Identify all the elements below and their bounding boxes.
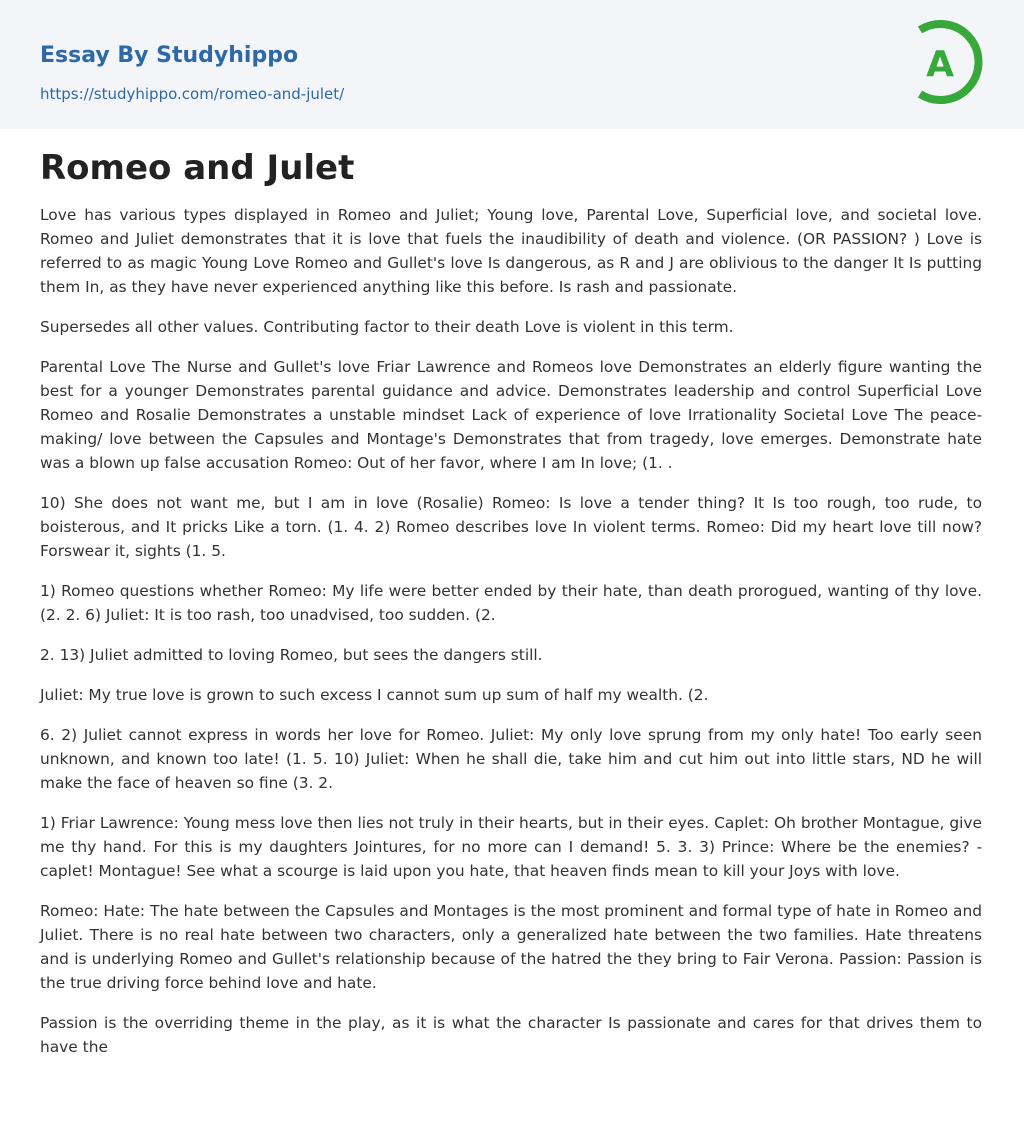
- paragraph: 10) She does not want me, but I am in love (Rosalie) Romeo: Is love a tender thing? It Is too rough, too rude, to boisterous, and It pricks Like a torn. (1. 4. 2) Romeo describes love In violent terms. Romeo: Did my heart love till now? Forswear it, sights (1. 5.: [40, 494, 982, 560]
- article-url-link[interactable]: https://studyhippo.com/romeo-and-julet/: [40, 85, 345, 103]
- paragraph: Parental Love The Nurse and Gullet's love Friar Lawrence and Romeos love Demonstrates an elderly figure wanting the best for a younger Demonstrates parental guidance and advice. Demonstrates leadership and control Superficial Love Romeo and Rosalie Demonstrates a unstable mindset Lack of experience of love Irrationality Societal Love The peace-making/ love between the Capsules and Montage's Demonstrates that from tragedy, love emerges. Demonstrate hate was a blown up false accusation Romeo: Out of her favor, where I am In love; (1. .: [40, 358, 982, 472]
- paragraph: Juliet: My true love is grown to such excess I cannot sum up sum of half my wealth. (2.: [40, 686, 709, 704]
- paragraph: 1) Friar Lawrence: Young mess love then lies not truly in their hearts, but in their eyes. Caplet: Oh brother Montague, give me thy hand. For this is my daughters Jointures, for no more can I demand! 5. 3. 3) Prince: Where be the enemies? -caplet! Montague! See what a scourge is laid upon you hate, that heaven finds mean to kill your Joys with love.: [40, 814, 982, 880]
- paragraph: Supersedes all other values. Contributing factor to their death Love is violent in this term.: [40, 318, 734, 336]
- paragraph: 2. 13) Juliet admitted to loving Romeo, but sees the dangers still.: [40, 646, 543, 664]
- page-title: Romeo and Julet: [40, 148, 355, 188]
- article-body: [0, 129, 1024, 1059]
- paragraph: Love has various types displayed in Romeo and Juliet; Young love, Parental Love, Superficial love, and societal love. Romeo and Juliet demonstrates that it is love that fuels the inaudibility of death and violence. (OR PASSION? ) Love is referred to as magic Young Love Romeo and Gullet's love Is dangerous, as R and J are oblivious to the danger It Is putting them In, as they have never experienced anything like this before. Is rash and passionate.: [40, 206, 982, 296]
- svg-text:A: A: [926, 44, 954, 85]
- paragraph: 6. 2) Juliet cannot express in words her love for Romeo. Juliet: My only love sprung from my only hate! Too early seen unknown, and known too late! (1. 5. 10) Juliet: When he shall die, take him and cut him out into little stars, ND he will make the face of heaven so fine (3. 2.: [40, 726, 982, 792]
- site-header: [0, 0, 1024, 129]
- paragraph: 1) Romeo questions whether Romeo: My life were better ended by their hate, than death prorogued, wanting of thy love. (2. 2. 6) Juliet: It is too rash, too unadvised, too sudden. (2.: [40, 582, 982, 624]
- site-title[interactable]: Essay By Studyhippo: [40, 43, 299, 68]
- studyhippo-logo-icon[interactable]: [910, 18, 988, 106]
- paragraph: Romeo: Hate: The hate between the Capsules and Montages is the most prominent and formal type of hate in Romeo and Juliet. There is no real hate between two characters, only a generalized hate between the two families. Hate threatens and is underlying Romeo and Gullet's relationship because of the hatred the they bring to Fair Verona. Passion: Passion is the true driving force behind love and hate.: [40, 902, 982, 992]
- paragraph: Passion is the overriding theme in the play, as it is what the character Is passionate and cares for that drives them to have the: [40, 1014, 982, 1056]
